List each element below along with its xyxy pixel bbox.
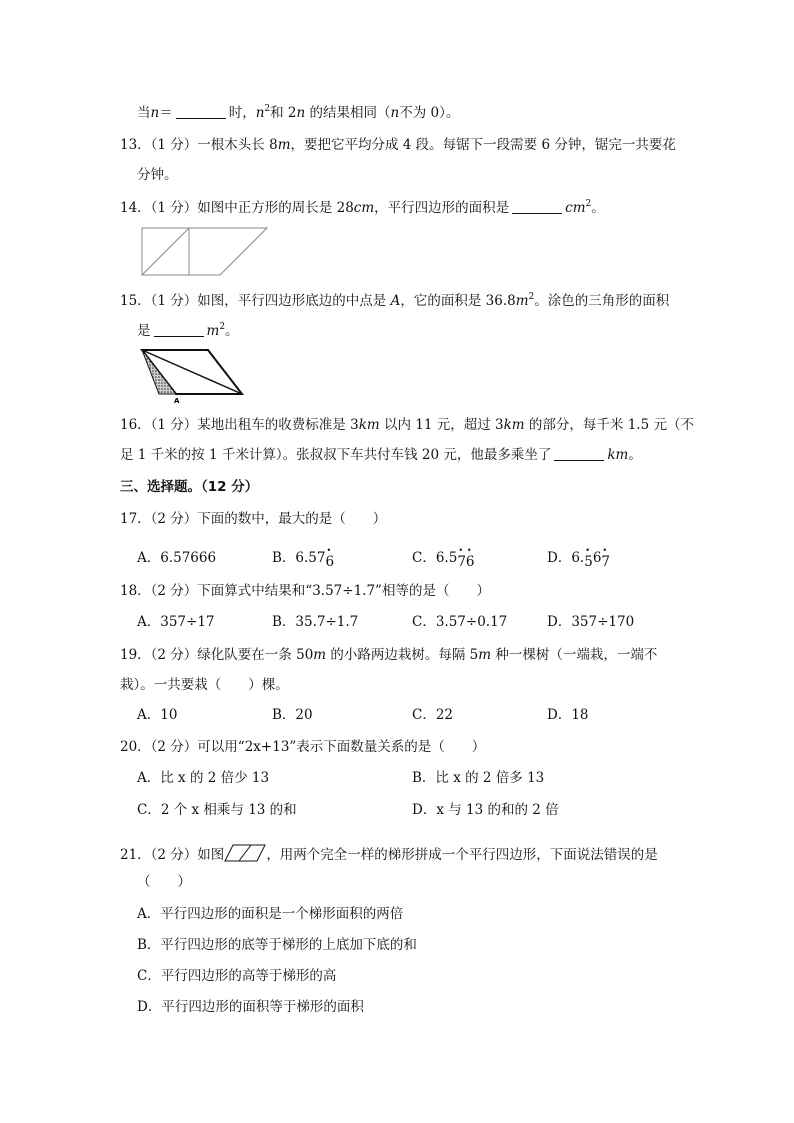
q17-option-a[interactable]: A．6.57666 — [137, 550, 217, 566]
section-title: 三、选择题。（12 分） — [120, 479, 259, 495]
answer-blank[interactable] — [154, 324, 204, 337]
q12-line: 当n＝ 时，$n^2$和 2n 的结果相同（n不为 0）。 — [137, 104, 460, 121]
q20-option-d[interactable]: D．x 与 13 的和的 2 倍 — [412, 802, 559, 818]
q20-option-b[interactable]: B．比 x 的 2 倍多 13 — [412, 770, 545, 786]
q20-stem: 20．（2 分）可以用“2x+13”表示下面数量关系的是（ ） — [120, 739, 486, 755]
q15-line2: 是 $m^2$。 — [137, 322, 239, 339]
q17-stem: 17．（2 分）下面的数中，最大的是（ ） — [120, 511, 387, 527]
q17-option-b[interactable]: B．6.57• 6 — [272, 549, 334, 567]
answer-blank[interactable] — [512, 201, 562, 214]
q21-stem-line1: 21．（2 分）如图 ，用两个完全一样的梯形拼成一个平行四边形，下面说法错误的是 — [120, 843, 658, 864]
q13-line2: 分钟。 — [137, 167, 178, 183]
q19-option-d[interactable]: D．18 — [547, 707, 589, 723]
q16-line1: 16．（1 分）某地出租车的收费标准是 3km 以内 11 元，超过 3km 的部分，每千米 1.5 元（不 — [120, 417, 694, 433]
q18-option-c[interactable]: C．3.57÷0.17 — [412, 614, 508, 630]
q15-line1: 15．（1 分）如图，平行四边形底边的中点是 A，它的面积是 $36.8m^2$。涂色的三角形的面积 — [120, 292, 670, 309]
q19-line1: 19．（2 分）绿化队要在一条 50m 的小路两边栽树。每隔 5m 种一棵树（一端栽，一端不 — [120, 647, 658, 663]
answer-blank[interactable] — [554, 448, 604, 461]
q19-option-c[interactable]: C．22 — [412, 707, 454, 723]
q18-stem: 18．（2 分）下面算式中结果和“3.57÷1.7”相等的是（ ） — [120, 583, 490, 599]
q21-stem-line2: （ ） — [137, 874, 191, 890]
point-a-label: A — [174, 397, 180, 404]
q17-option-c[interactable]: C．6.5• 7• 6 — [412, 549, 475, 567]
q21-option-a[interactable]: A．平行四边形的面积是一个梯形面积的两倍 — [137, 906, 404, 922]
q19-option-b[interactable]: B．20 — [272, 707, 313, 723]
q21-option-d[interactable]: D．平行四边形的面积等于梯形的面积 — [137, 999, 364, 1015]
q19-line2: 栽）。一共要栽（ ）棵。 — [120, 677, 289, 693]
q18-option-d[interactable]: D．357÷170 — [547, 614, 635, 630]
square-parallelogram-figure — [141, 226, 271, 278]
q18-option-a[interactable]: A．357÷17 — [137, 614, 215, 630]
q17-option-d[interactable]: D．6.• 56• 7 — [547, 549, 610, 567]
q18-option-b[interactable]: B．35.7÷1.7 — [272, 614, 359, 630]
q14-line: 14．（1 分）如图中正方形的周长是 28cm，平行四边形的面积是 $cm^2$。 — [120, 199, 605, 216]
q19-option-a[interactable]: A．10 — [137, 707, 178, 723]
q16-line2: 足 1 千米的按 1 千米计算）。张叔叔下车共付车钱 20 元，他最多乘坐了 km。 — [120, 447, 642, 463]
q21-option-c[interactable]: C．平行四边形的高等于梯形的高 — [137, 968, 337, 984]
trapezoid-figure — [224, 843, 266, 863]
q13-line1: 13．（1 分）一根木头长 8m，要把它平均分成 4 段。每锯下一段需要 6 分钟，锯完一共要花 — [120, 137, 676, 153]
q20-option-a[interactable]: A．比 x 的 2 倍少 13 — [137, 770, 270, 786]
answer-blank[interactable] — [176, 106, 226, 119]
parallelogram-shaded-figure — [140, 346, 245, 404]
q20-option-c[interactable]: C．2 个 x 相乘与 13 的和 — [137, 802, 297, 818]
q21-option-b[interactable]: B．平行四边形的底等于梯形的上底加下底的和 — [137, 937, 417, 953]
